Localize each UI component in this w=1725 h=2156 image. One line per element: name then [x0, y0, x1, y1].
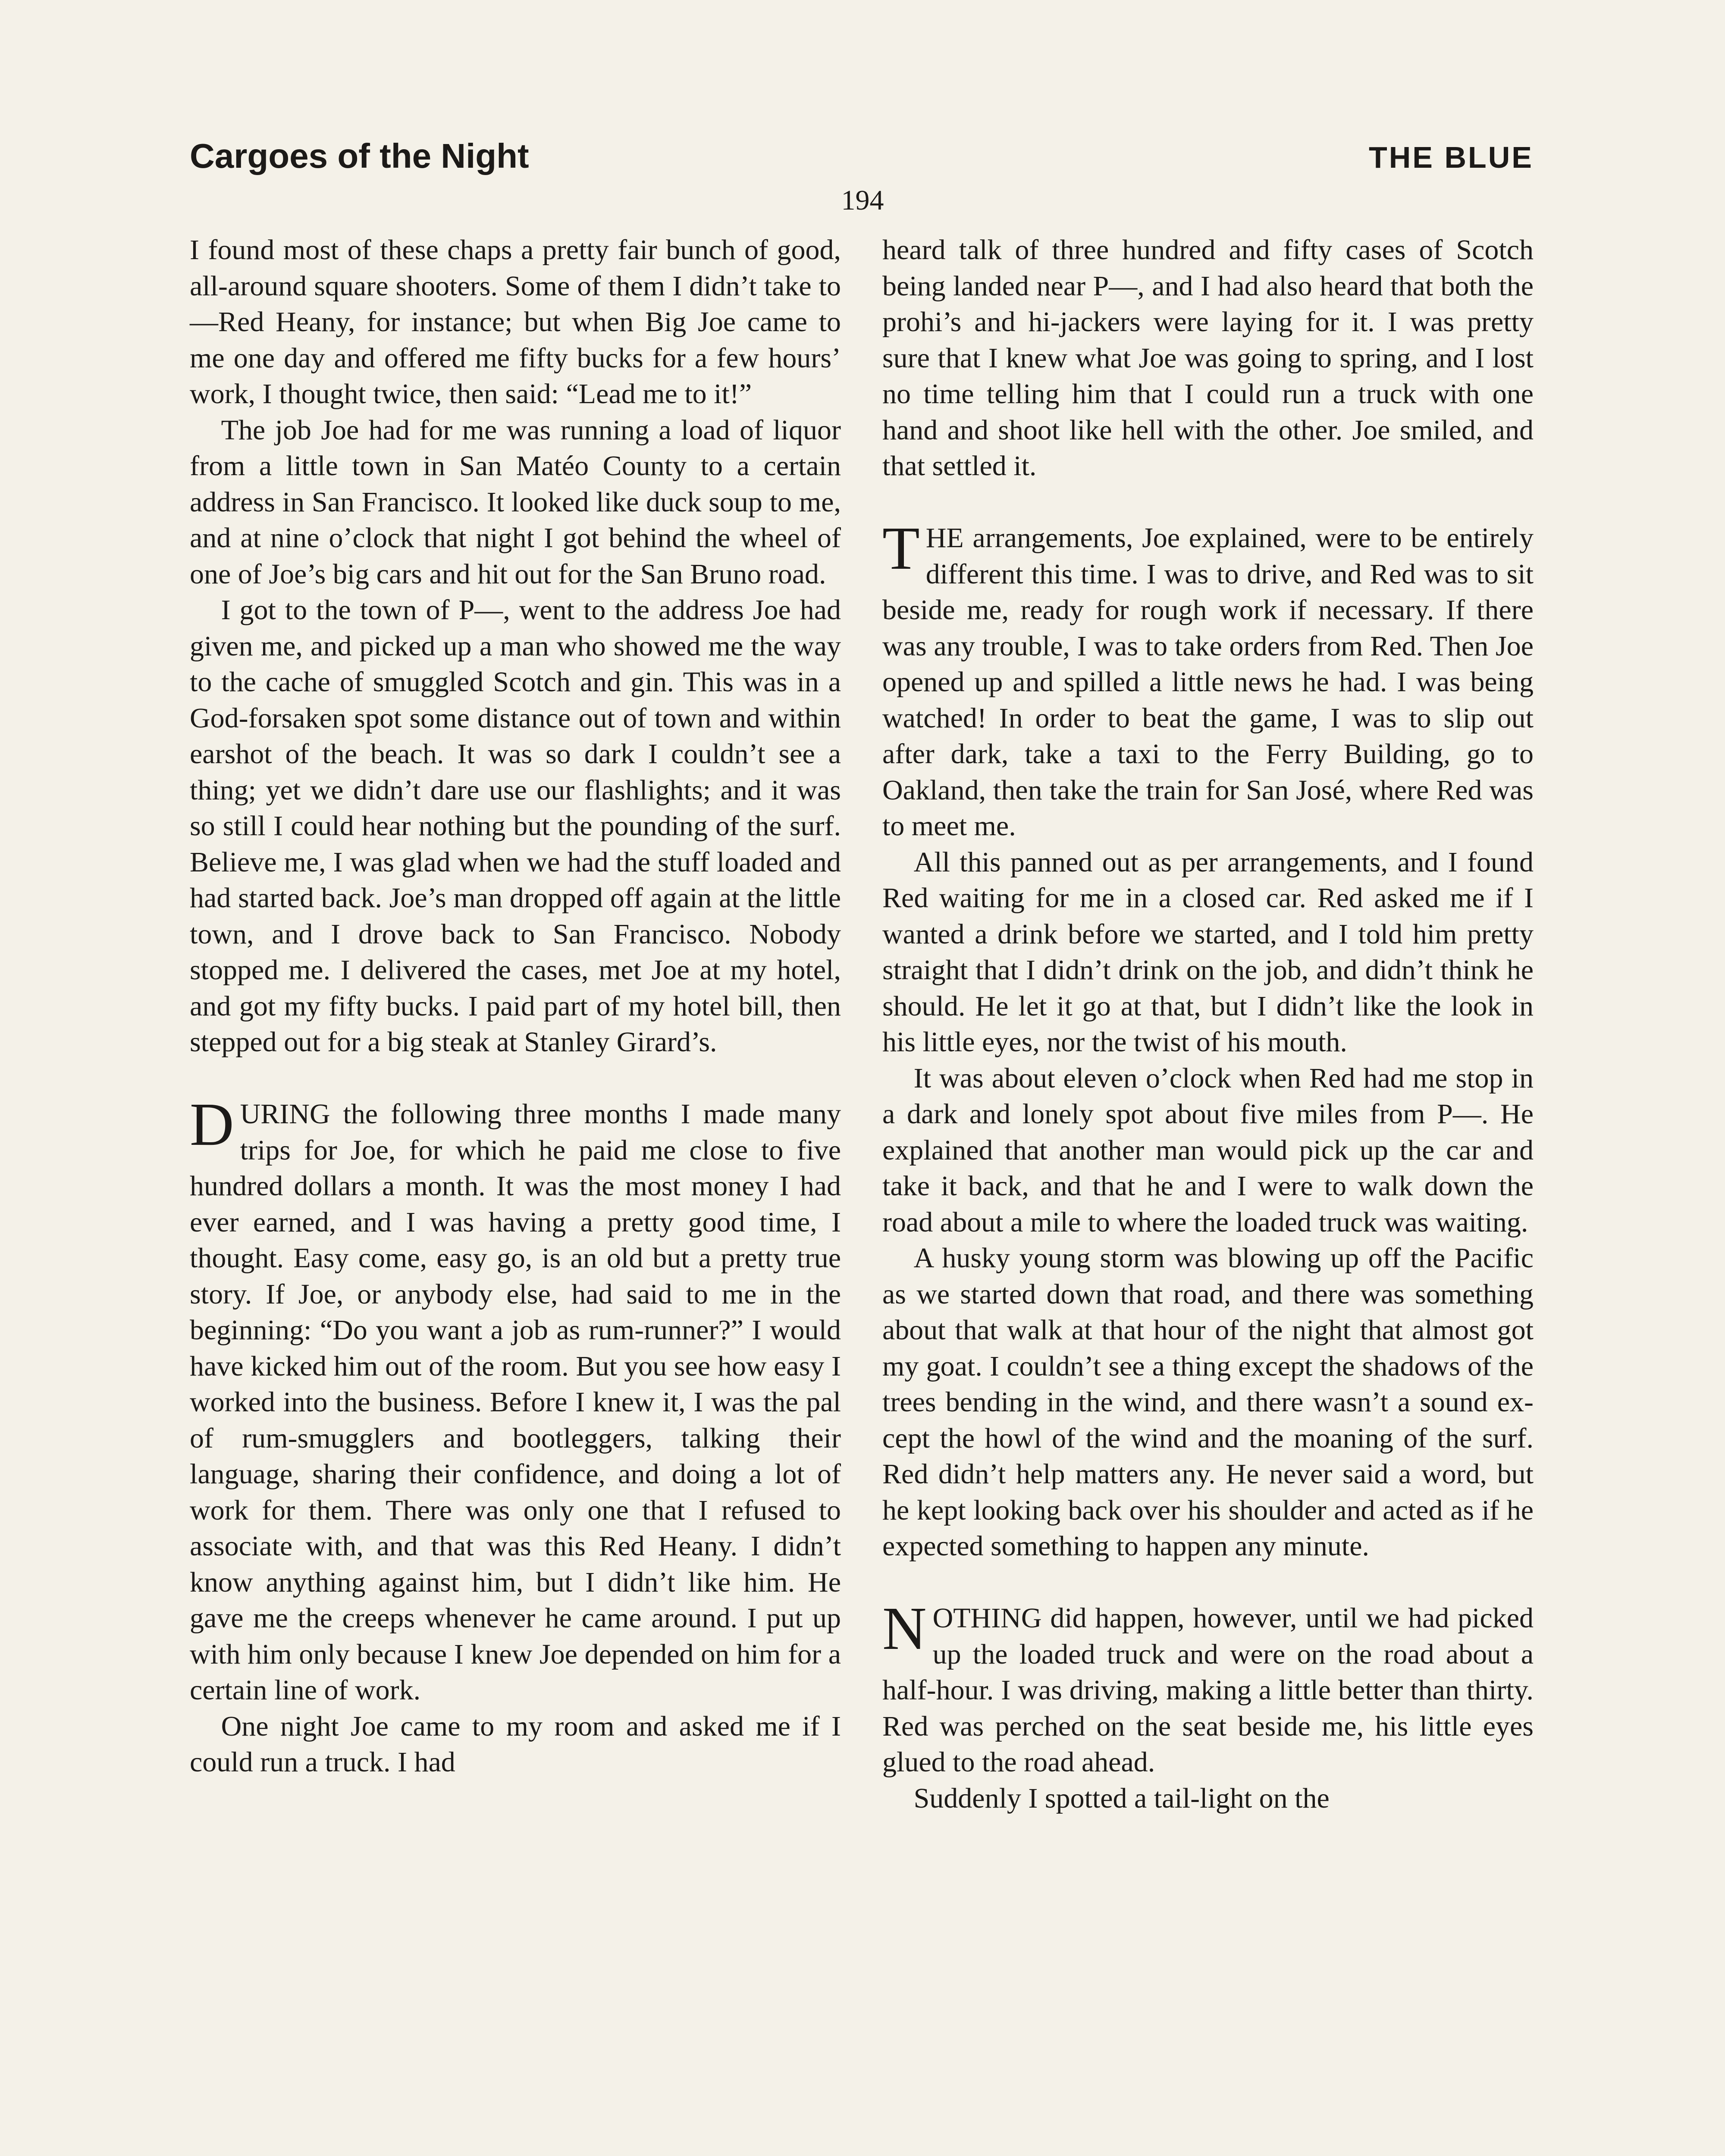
left-column: [190, 232, 841, 1780]
paragraph: I got to the town of P—, went to the address Joe had given me, and picked up a man who showed me the way to the cache of smuggled Scotch and gin. This was in a God-forsaken spot some distance out of town and within earshot of the beach. It was so dark I couldn’t see a thing; yet we didn’t dare use our flashlights; and it was so still I could hear nothing but the pounding of the surf. Believe me, I was glad when we had the stuff loaded and had started back. Joe’s man dropped off again at the little town, and I drove back to San Francisco. Nobody stopped me. I delivered the cases, met Joe at my hotel, and got my fifty bucks. I paid part of my hotel bill, then stepped out for a big steak at Stanley Girard’s.: [190, 594, 841, 1058]
page-number: 194: [841, 185, 884, 216]
section-start-paragraph: [190, 1090, 841, 1708]
section-start-paragraph: [882, 1594, 1534, 1780]
small-caps-lead: URING: [240, 1098, 330, 1130]
paragraph-text: the following three months I made many trips for Joe, for which he paid me close to five hundred dollars a month. It was the most money I had ever earned, and I was having a pretty good time, I thought. Easy come, easy go, is an old but a pretty true story. If Joe, or anybody else, had said to me in the beginning: “Do you want a job as rum-runner?” I would have kicked him out of the room. But you see how easy I worked into the business. Before I knew it, I was the pal of rum-smugglers and bootleggers, talking their language, sharing their confidence, and doing a lot of work for them. There was only one that I refused to associate with, and that was this Red Heany. I didn’t know anything against him, but I didn’t like him. He gave me the creeps whenever he came around. I put up with him only because I knew Joe depended on him for a certain line of work.: [190, 1098, 841, 1706]
paragraph: It was about eleven o’clock when Red had me stop in a dark and lonely spot about five miles from P—. He explained that another man would pick up the car and take it back, and that he and I were to walk down the road about a mile to where the loaded truck was waiting.: [882, 1062, 1534, 1238]
paragraph-text: arrangements, Joe explained, were to be entirely different this time. I was to drive, and Red was to sit beside me, ready for rough work if necessary. If there was any trouble, I was to take orders from Red. Then Joe opened up and spilled a little news he had. I was being watched! In order to beat the game, I was to slip out after dark, take a taxi to the Ferry Building, go to Oakland, then take the train for San José, where Red was to meet me.: [882, 522, 1534, 842]
paragraph: All this panned out as per arrangements, and I found Red waiting for me in a closed car. Red asked me if I wanted a drink before we started, and I told him pretty straight that I didn’t drink on the job, and didn’t think he should. He let it go at that, but I didn’t like the look in his little eyes, nor the twist of his mouth.: [882, 846, 1534, 1058]
paragraph: I found most of these chaps a pretty fair bunch of good, all-around square shooters. Some of them I didn’t take to—Red Heany, for instance; but when Big Joe came to me one day and offered me fifty bucks for a few hours’ work, I thought twice, then said: “Lead me to it!”: [190, 234, 841, 410]
drop-cap: N: [882, 1594, 927, 1662]
paragraph: The job Joe had for me was running a load of liquor from a little town in San Matéo County to a certain address in San Francisco. It looked like duck soup to me, and at nine o’clock that night I got behind the wheel of one of Joe’s big cars and hit out for the San Bruno road.: [190, 414, 841, 590]
right-column: [882, 232, 1534, 1816]
paragraph: Suddenly I spotted a tail-light on the: [913, 1782, 1330, 1814]
paragraph-text: did happen, however, until we had picked up the loaded truck and were on the road about a half-hour. I was driving, making a little better than thirty. Red was perched on the seat beside me, his little eyes glued to the road ahead.: [882, 1602, 1534, 1778]
small-caps-lead: OTHING: [932, 1602, 1042, 1634]
paragraph: A husky young storm was blowing up off the Pacific as we started down that road, and there was something about that walk at that hour of the night that almost got my goat. I couldn’t see a thing except the shadows of the trees bending in the wind, and there wasn’t a sound except the howl of the wind and the moaning of the surf. Red didn’t help matters any. He never said a word, but he kept looking back over his shoulder and acted as if he expected something to happen any minute.: [882, 1242, 1534, 1562]
drop-cap: D: [190, 1090, 234, 1158]
drop-cap: T: [882, 514, 920, 582]
paragraph: One night Joe came to my room and asked me if I could run a truck. I had: [190, 1710, 841, 1778]
story-title: Cargoes of the Night: [190, 137, 529, 175]
section-start-paragraph: [882, 514, 1534, 844]
magazine-name: THE BLUE: [1369, 141, 1534, 174]
small-caps-lead: HE: [925, 522, 964, 554]
paragraph: heard talk of three hundred and fifty cases of Scotch being landed near P—, and I had also heard that both the prohi’s and hi-jackers were laying for it. I was pretty sure that I knew what Joe was going to spring, and I lost no time telling him that I could run a truck with one hand and shoot like hell with the other. Joe smiled, and that settled it.: [882, 234, 1534, 482]
